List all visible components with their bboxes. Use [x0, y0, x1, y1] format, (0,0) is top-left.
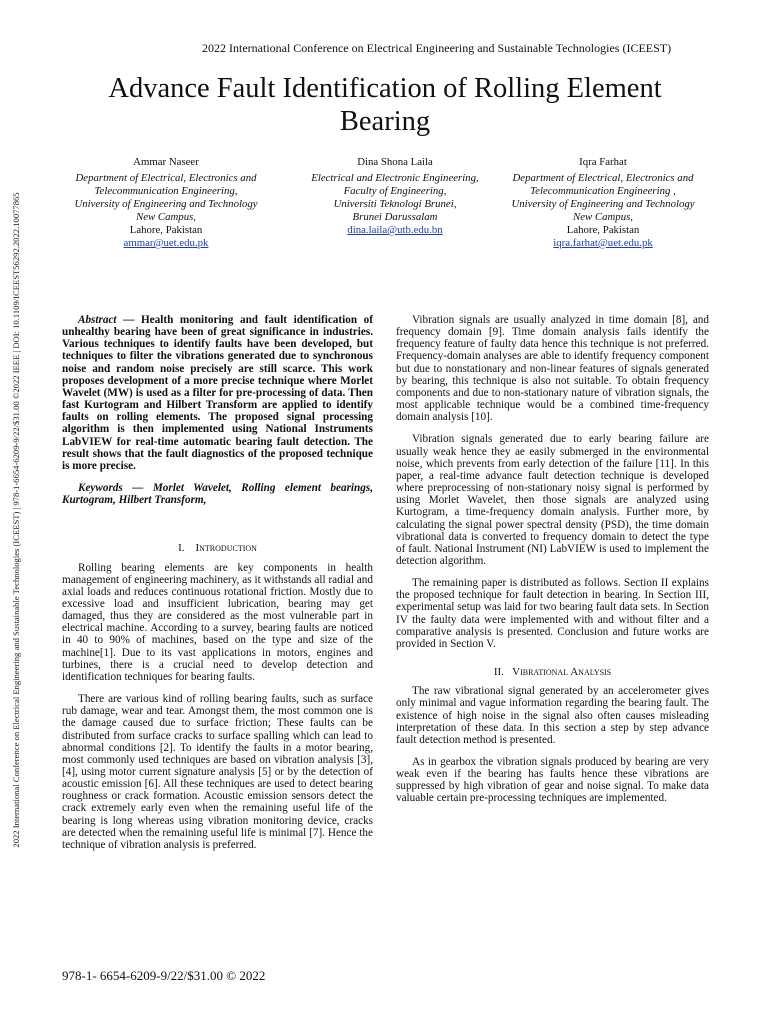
body-paragraph: There are various kind of rolling bearing faults, such as surface rub damage, wear and tear. Amongst them, the most common one is the damage caused due to surface friction; These faults can be distributed from surface cracks to surface spalling which can lead to abnormal conditions [2]. To identify the faults in a motor bearing, most commonly used techniques are based on vibration analysis [3], [4], using motor current signature analysis [5] or by the detection of acoustic emission [6]. All these techniques are used to detect bearing roughness or crack formation. Acoustic emission sensors detect the crack extremely early even when the remaining useful life of the bearing is long whereas using vibration monitoring device, cracks are detected when the remaining useful life is minimal [7]. Hence the technique of vibration analysis is preferred.: [62, 693, 373, 851]
left-column: [62, 314, 373, 861]
body-paragraph: The remaining paper is distributed as follows. Section II explains the proposed technique for fault detection in bearing. In Section III, experimental setup was laid for two bearing fault data sets. In Section IV the faulty data were implemented with and without filter and a comparative analysis is presented. Conclusion and future works are provided in Section V.: [396, 577, 709, 650]
keywords: [62, 482, 373, 506]
body-paragraph: Vibration signals generated due to early bearing failure are usually weak hence they ae easily submerged in the environmental noise, which prevents from early detection of the failure [11]. In this paper, a real-time advance fault detection technique is developed where preprocessing of non-stationary noisy signal is performed by using Morlet Wavelet, then those signals are analyzed using Kurtogram, a time-frequency domain analysis. Further more, by calculating the signal power spectral density (PSD), the time domain vibrational data is converted to frequency domain to detect the type of fault. National Instrument (NI) LabVIEW is used to implement the detection algorithm.: [396, 433, 709, 567]
right-column: [396, 314, 709, 815]
section-title: Vibrational Analysis: [512, 666, 612, 679]
keywords-label: Keywords: [78, 482, 123, 495]
sidebar-doi: [7, 140, 25, 900]
author-affiliation: Department of Electrical, Electronics and: [512, 172, 694, 184]
author-block: [50, 156, 282, 250]
conference-header: 2022 International Conference on Electrical Engineering and Sustainable Technologies (ICEEST): [202, 41, 672, 55]
author-affiliation: Brunei Darussalam: [352, 211, 438, 223]
body-paragraph: Rolling bearing elements are key components in health management of engineering machinery, as it withstands all radial and axial loads and reduces continuous rotational friction. Mostly due to excessive load and insufficient lubrication, bearing may get damaged, thus they are considered as the most vulnerable part in electrical machine. According to a survey, bearing faults are noticed in 40 to 90% of machines, based on the type and size of the machine[1]. Due to its vast applications in motors, engines and turbines, there is a crucial need to develop detection and identification techniques for bearing faults.: [62, 561, 373, 683]
author-affiliation: University of Engineering and Technology: [74, 198, 258, 210]
sidebar-text: 2022 International Conference on Electrical Engineering and Sustainable Technologies (ICEEST) | 978-1-6654-6209-9/22/$31.00 ©2022 IEEE | DOI: 10.1109/ICEEST56292.2022.10077865: [11, 192, 21, 848]
copyright-footer: 978-1- 6654-6209-9/22/$31.00 © 2022: [62, 968, 266, 983]
section-title: Introduction: [195, 542, 257, 555]
section-heading-introduction: [62, 542, 373, 554]
author-affiliation: Department of Electrical, Electronics and: [75, 172, 257, 184]
author-affiliation: University of Engineering and Technology: [511, 198, 695, 210]
author-affiliation: Electrical and Electronic Engineering,: [311, 172, 479, 184]
author-location: Lahore, Pakistan: [129, 224, 203, 236]
author-affiliation: Faculty of Engineering,: [343, 185, 447, 197]
author-location: Lahore, Pakistan: [566, 224, 640, 236]
author-affiliation: Telecommunication Engineering ,: [530, 185, 676, 197]
author-block: [493, 156, 713, 250]
body-paragraph: Vibration signals are usually analyzed in time domain [8], and frequency domain [9]. Time domain analysis fails identify the frequency feature of faulty data hence this technique is not preferred. Frequency-domain analyses are able to identify frequency component but due to nonstationary and non-linear features of signals generated by bearing, this technique is also not suitable. To obtain frequency components and due to non-stationary nature of vibration signals, the most applicable technique would be a combined time-frequency domain analysis [10].: [396, 314, 709, 424]
body-paragraph: As in gearbox the vibration signals produced by bearing are very weak even if the bearing has faults hence these vibrations are suppressed by high vibration of gear and noise signal. To make data valuable certain pre-processing techniques are implemented.: [396, 756, 709, 805]
abstract-text: — Health monitoring and fault identification of unhealthy bearing have been of great significance in industries. Various techniques to identify faults have been developed, but techniques to filter the vibrations generated due to synchronous noise and random noise precisely are still scarce. This work proposes development of a more precise technique where Morlet Wavelet (MW) is used as a filter for pre-processing of data. Then fast Kurtogram and Hilbert Transform are applied to identify faults on rolling elements. The proposed signal processing algorithm is then implemented using National Instruments LabVIEW for real-time automatic bearing fault detection. The result shows that the fault diagnostics of the proposed technique is more precise.: [62, 314, 373, 472]
title-line-2: Bearing: [339, 106, 431, 137]
section-heading-vibrational-analysis: [396, 666, 709, 678]
author-block: [280, 156, 510, 237]
author-affiliation: New Campus,: [573, 211, 633, 223]
author-affiliation: Telecommunication Engineering,: [94, 185, 238, 197]
author-name: Iqra Farhat: [579, 156, 627, 168]
author-name: Dina Shona Laila: [357, 156, 433, 168]
abstract-label: Abstract: [78, 314, 117, 326]
keywords-text: — Morlet Wavelet, Rolling element bearings, Kurtogram, Hilbert Transform,: [62, 482, 373, 507]
author-email-link[interactable]: iqra.farhat@uet.edu.pk: [553, 237, 653, 249]
abstract: [62, 314, 373, 472]
section-number: II.: [493, 666, 504, 679]
paper-title: [60, 72, 710, 138]
author-affiliation: New Campus,: [136, 211, 196, 223]
author-email-link[interactable]: ammar@uet.edu.pk: [123, 237, 209, 249]
author-email-link[interactable]: dina.laila@utb.edu.bn: [347, 224, 443, 236]
title-line-1: Advance Fault Identification of Rolling Element: [108, 73, 662, 104]
author-affiliation: Universiti Teknologi Brunei,: [333, 198, 457, 210]
author-name: Ammar Naseer: [133, 156, 199, 168]
section-number: I.: [178, 542, 185, 555]
body-paragraph: The raw vibrational signal generated by an accelerometer gives only minimal and vague information regarding the bearing fault. The existence of high noise in the signal also often causes misleading interpretation of these data. In this section a step by step advance fault detection method is presented.: [396, 685, 709, 746]
